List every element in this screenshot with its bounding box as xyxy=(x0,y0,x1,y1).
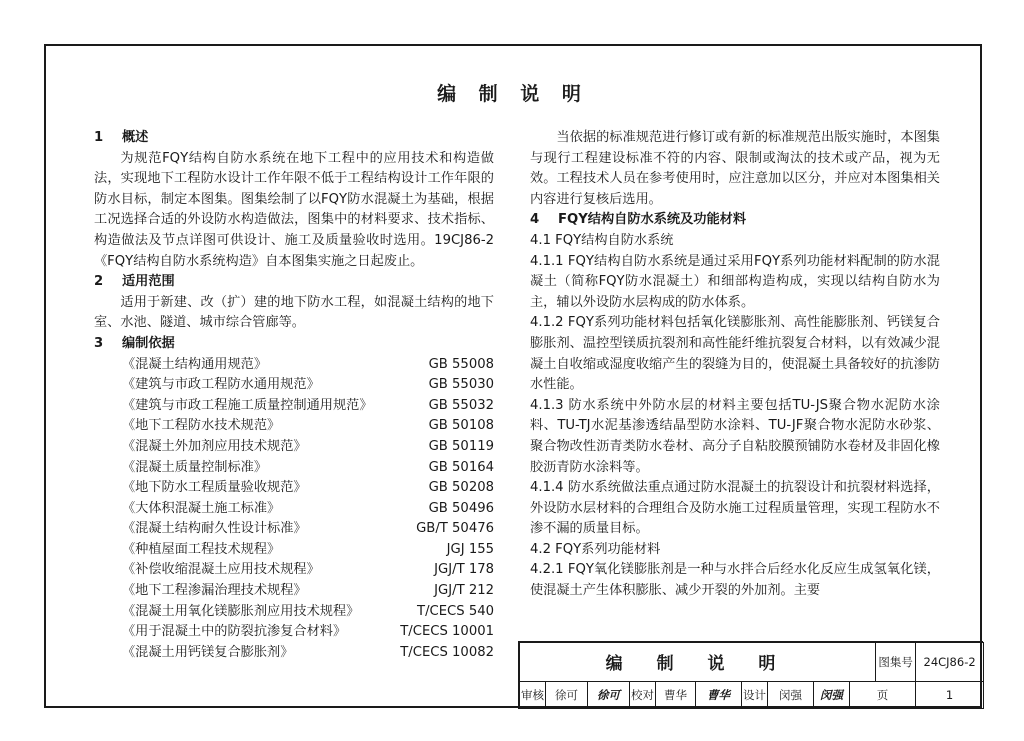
reference-item xyxy=(94,396,494,417)
subsection-4-1-heading: 4.1 FQY结构自防水系统 xyxy=(530,232,674,248)
reference-item xyxy=(94,560,494,581)
section-heading-text: FQY结构自防水系统及功能材料 xyxy=(558,212,747,228)
reference-item xyxy=(94,458,494,479)
titleblock-atlas-label: 图集号 xyxy=(876,643,916,682)
reference-code: JGJ/T 178 xyxy=(434,562,494,578)
drawing-frame xyxy=(44,44,982,708)
page-number: 1 xyxy=(916,681,984,708)
design-label: 设计 xyxy=(742,681,768,708)
reference-code: T/CECS 10001 xyxy=(400,624,494,640)
reference-code: T/CECS 10082 xyxy=(400,644,494,660)
reference-name: 《地下防水工程质量验收规范》 xyxy=(122,480,307,496)
reviewer-name: 徐可 xyxy=(546,681,588,708)
designer-signature: 闵强 xyxy=(814,681,850,708)
reference-code: GB 50496 xyxy=(428,500,494,516)
section-number: 4 xyxy=(530,212,540,228)
titleblock-drawing-name: 编 制 说 明 xyxy=(520,643,876,682)
page-title: 编 制 说 明 xyxy=(437,83,589,105)
review-label: 审核 xyxy=(520,681,546,708)
reference-item xyxy=(94,643,494,664)
reference-name: 《混凝土外加剂应用技术规范》 xyxy=(122,438,307,454)
paragraph-4-1-4: 4.1.4 防水系统做法重点通过防水混凝土的抗裂设计和抗裂材料选择，外设防水层材料的合理组合及防水施工过程质量管理，实现工程防水不渗不漏的质量目标。 xyxy=(530,480,940,537)
section-number: 1 xyxy=(94,130,104,145)
reference-item xyxy=(94,437,494,458)
reference-item xyxy=(94,581,494,602)
reference-item xyxy=(94,416,494,437)
reference-code: T/CECS 540 xyxy=(417,603,494,619)
reference-name: 《建筑与市政工程施工质量控制通用规范》 xyxy=(122,397,373,413)
reviewer-signature: 徐可 xyxy=(588,681,630,708)
reference-name: 《种植屋面工程技术规程》 xyxy=(122,541,281,557)
intro-paragraph: 当依据的标准规范进行修订或有新的标准规范出版实施时，本图集与现行工程建设标准不符的内容、限制或淘汰的技术或产品，视为无效。工程技术人员在参考使用时，应注意加以区分，并应对本图集相关内容进行复核后选用。 xyxy=(530,130,940,207)
section-number: 3 xyxy=(94,335,104,351)
reference-name: 《混凝土结构通用规范》 xyxy=(122,356,268,372)
paragraph-4-1-3: 4.1.3 防水系统中外防水层的材料主要包括TU-JS聚合物水泥防水涂料、TU-TJ水泥基渗透结晶型防水涂料、TU-JF聚合物水泥防水砂浆、聚合物改性沥青类防水卷材、高分子自粘胶膜预铺防水卷材及非固化橡胶沥青防水涂料等。 xyxy=(530,397,940,475)
reference-name: 《建筑与市政工程防水通用规范》 xyxy=(122,377,320,393)
proof-label: 校对 xyxy=(630,681,656,708)
reference-item xyxy=(94,519,494,540)
reference-code: GB 55032 xyxy=(428,397,494,413)
reference-name: 《混凝土结构耐久性设计标准》 xyxy=(122,521,307,537)
paragraph-4-1-1: 4.1.1 FQY结构自防水系统是通过采用FQY系列功能材料配制的防水混凝土（简称FQY防水混凝土）和细部构造构成，实现以结构自防水为主，辅以外设防水层构成的防水体系。 xyxy=(530,253,940,310)
reference-name: 《混凝土用氧化镁膨胀剂应用技术规程》 xyxy=(122,603,360,619)
reference-code: JGJ/T 212 xyxy=(434,583,494,599)
section-2-paragraph: 适用于新建、改（扩）建的地下防水工程，如混凝土结构的地下室、水池、隧道、城市综合管廊等。 xyxy=(94,294,494,331)
page-label: 页 xyxy=(850,681,916,708)
reference-item xyxy=(94,499,494,520)
reference-name: 《混凝土用钙镁复合膨胀剂》 xyxy=(122,644,294,660)
paragraph-4-2-1: 4.2.1 FQY氧化镁膨胀剂是一种与水拌合后经水化反应生成氢氧化镁，使混凝土产生体积膨胀、减少开裂的外加剂。主要 xyxy=(530,562,940,599)
reference-name: 《地下工程防水技术规范》 xyxy=(122,418,281,434)
title-block-table xyxy=(519,642,984,709)
reference-item xyxy=(94,540,494,561)
reference-name: 《地下工程渗漏治理技术规程》 xyxy=(122,583,307,599)
proofer-signature: 曹华 xyxy=(696,681,742,708)
reference-code: GB 50108 xyxy=(428,418,494,434)
reference-code: JGJ 155 xyxy=(446,541,494,557)
designer-name: 闵强 xyxy=(768,681,814,708)
section-number: 2 xyxy=(94,274,104,290)
left-column xyxy=(94,128,494,663)
reference-code: GB 50164 xyxy=(428,459,494,475)
reference-item xyxy=(94,622,494,643)
section-1-heading xyxy=(94,128,494,149)
reference-name: 《用于混凝土中的防裂抗渗复合材料》 xyxy=(122,624,347,640)
reference-item xyxy=(94,375,494,396)
reference-code: GB 55030 xyxy=(428,377,494,393)
reference-name: 《混凝土质量控制标准》 xyxy=(122,459,268,475)
subsection-4-2-heading: 4.2 FQY系列功能材料 xyxy=(530,541,661,557)
reference-list xyxy=(94,355,494,664)
title-block xyxy=(518,641,983,709)
section-3-heading xyxy=(94,334,494,355)
reference-name: 《补偿收缩混凝土应用技术规程》 xyxy=(122,562,320,578)
reference-item xyxy=(94,602,494,623)
reference-name: 《大体积混凝土施工标准》 xyxy=(122,500,281,516)
right-column xyxy=(530,128,940,602)
reference-item xyxy=(94,355,494,376)
reference-code: GB 50208 xyxy=(428,480,494,496)
section-heading-text: 概述 xyxy=(122,130,149,145)
section-heading-text: 适用范围 xyxy=(122,274,175,290)
reference-code: GB 50119 xyxy=(428,438,494,454)
titleblock-atlas-number: 24CJ86-2 xyxy=(916,643,984,682)
reference-code: GB 55008 xyxy=(428,356,494,372)
section-heading-text: 编制依据 xyxy=(122,335,175,351)
section-2-heading xyxy=(94,272,494,293)
section-1-paragraph: 为规范FQY结构自防水系统在地下工程中的应用技术和构造做法，实现地下工程防水设计工作年限不低于工程结构设计工作年限的防水目标，制定本图集。图集绘制了以FQY防水混凝土为基础，根据工况选择合适的外设防水构造做法，图集中的材料要求、技术指标、构造做法及节点详图可供设计、施工及质量验收时选用。19CJ86-2《FQY结构自防水系统构造》自本图集实施之日起废止。 xyxy=(94,150,494,269)
reference-code: GB/T 50476 xyxy=(416,521,494,537)
paragraph-4-1-2: 4.1.2 FQY系列功能材料包括氧化镁膨胀剂、高性能膨胀剂、钙镁复合膨胀剂、温控型镁质抗裂剂和高性能纤维抗裂复合材料，以有效减少混凝土自收缩或湿度收缩产生的裂缝为目的，使混凝土具备较好的抗渗防水性能。 xyxy=(530,315,940,393)
section-4-heading xyxy=(530,210,940,231)
reference-item xyxy=(94,478,494,499)
proofer-name: 曹华 xyxy=(656,681,696,708)
